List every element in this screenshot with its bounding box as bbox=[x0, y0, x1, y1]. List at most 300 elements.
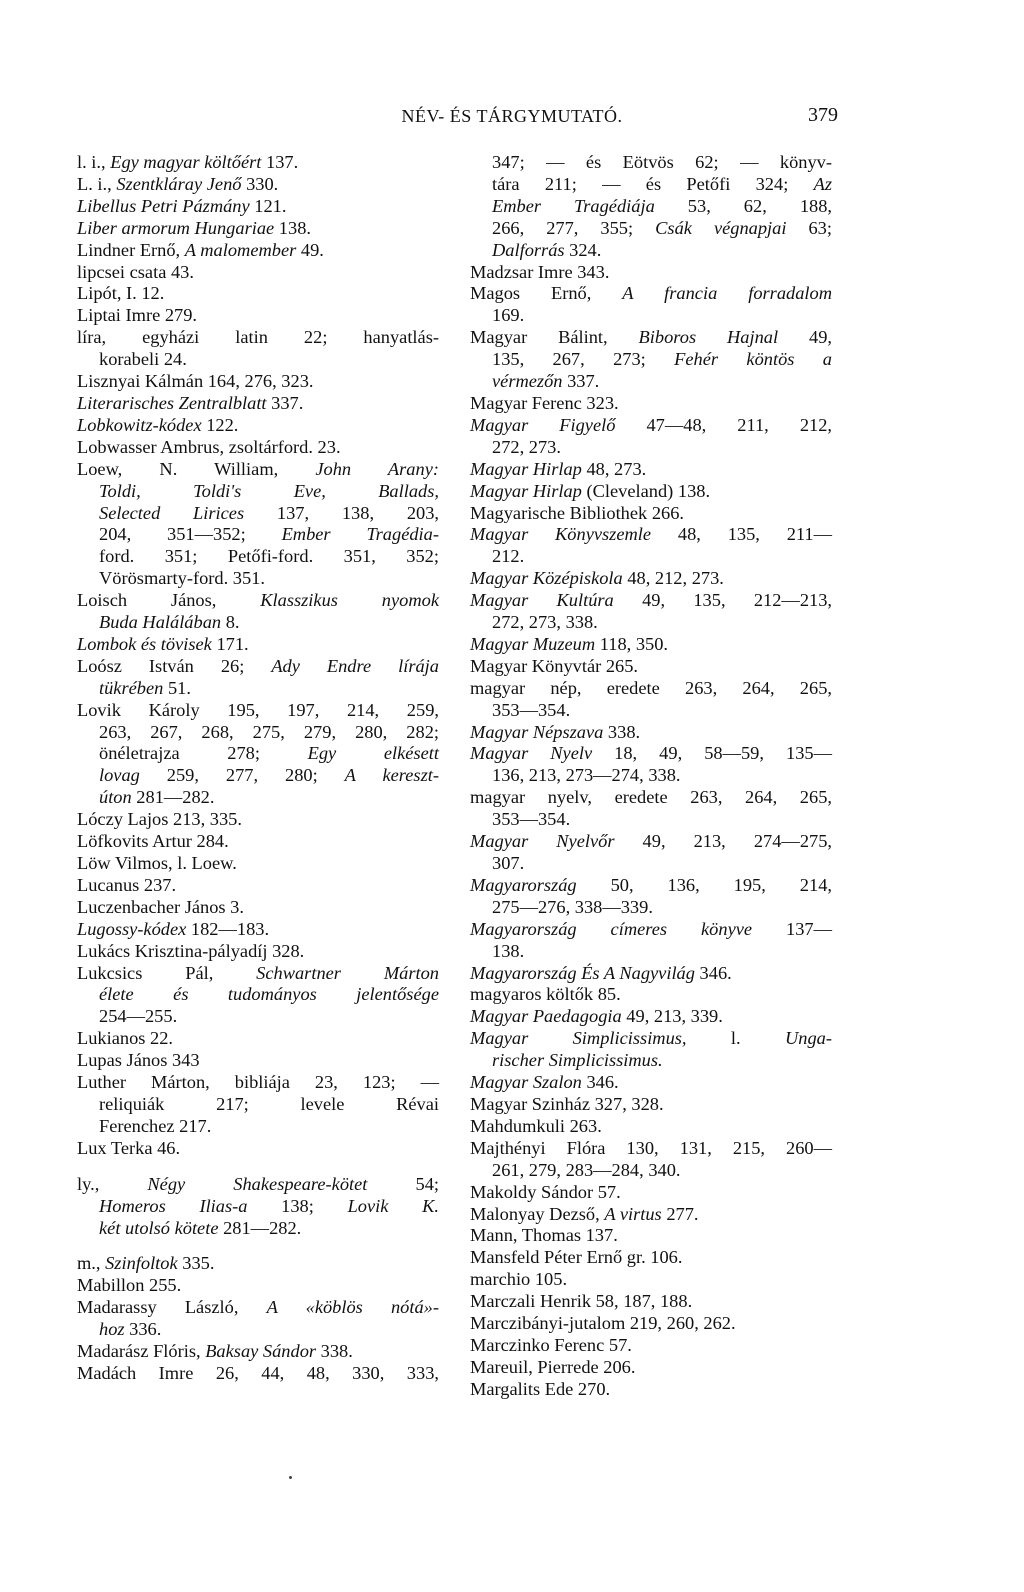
index-entry bbox=[77, 1363, 439, 1385]
index-entry-line bbox=[470, 283, 832, 305]
index-entry bbox=[470, 875, 832, 919]
index-entry-line bbox=[470, 831, 832, 853]
entry-text: Ferenchez 217. bbox=[99, 1115, 212, 1136]
index-entry bbox=[77, 218, 439, 240]
index-entry-line bbox=[470, 590, 832, 612]
index-entry-line bbox=[77, 590, 439, 612]
index-entry bbox=[470, 919, 832, 963]
index-entry-line bbox=[470, 524, 832, 546]
index-entry-line bbox=[470, 1357, 832, 1379]
index-entry bbox=[77, 590, 439, 634]
entry-text: 353—354. bbox=[492, 699, 571, 720]
entry-text: Lukcsics Pál, bbox=[77, 962, 257, 983]
italic-title: Magyar Simplicissimus, bbox=[470, 1028, 687, 1049]
entry-text: líra, egyházi latin 22; hanyatlás- bbox=[77, 327, 439, 348]
index-entry bbox=[77, 327, 439, 371]
index-entry-line bbox=[470, 459, 832, 481]
index-entry-continuation bbox=[77, 722, 439, 744]
entry-text: Majthényi Flóra 130, 131, 215, 260— bbox=[470, 1137, 832, 1158]
index-entry bbox=[470, 415, 832, 459]
index-entry bbox=[77, 1028, 439, 1050]
index-entry-line bbox=[77, 809, 439, 831]
entry-text: 8. bbox=[221, 612, 240, 633]
index-entry bbox=[77, 1275, 439, 1297]
index-entry bbox=[77, 634, 439, 656]
index-entry bbox=[77, 196, 439, 218]
entry-text: 137— bbox=[752, 918, 832, 939]
entry-text: Marczali Henrik 58, 187, 188. bbox=[470, 1291, 693, 1312]
index-entry-continuation bbox=[77, 524, 439, 546]
entry-text: 254—255. bbox=[99, 1006, 178, 1027]
index-entry-line bbox=[470, 1072, 832, 1094]
italic-title: Magyar Figyelő bbox=[470, 414, 616, 435]
italic-title: Magyar Kultúra bbox=[470, 590, 614, 611]
index-entry-continuation bbox=[77, 743, 439, 765]
entry-text: Madarász Flóris, bbox=[77, 1341, 206, 1362]
entry-text: önéletrajza 278; bbox=[99, 743, 308, 764]
index-entry-line bbox=[470, 1028, 832, 1050]
index-entry-line bbox=[470, 919, 832, 941]
italic-title: Selected Lirices bbox=[99, 502, 245, 523]
entry-text: 118, 350. bbox=[595, 633, 669, 654]
entry-text: 53, 62, 188, bbox=[654, 195, 832, 216]
entry-text: 337. bbox=[562, 371, 600, 392]
index-entry-continuation bbox=[470, 437, 832, 459]
entry-text: Mabillon 255. bbox=[77, 1275, 182, 1296]
index-entry-line bbox=[77, 700, 439, 722]
entry-text: 347; — és Eötvös 62; — könyv- bbox=[492, 152, 832, 172]
italic-title: Magyar Középiskola bbox=[470, 568, 623, 589]
entry-text: 346. bbox=[694, 962, 732, 983]
entry-text: 182—183. bbox=[186, 918, 270, 939]
index-entry-line bbox=[470, 656, 832, 678]
index-entry-continuation bbox=[470, 218, 832, 240]
italic-title: Ember Tragédia- bbox=[281, 524, 439, 545]
italic-title: úton bbox=[99, 787, 132, 808]
entry-text: 138; bbox=[247, 1195, 348, 1216]
entry-text: reliquiák 217; levele Révai bbox=[99, 1093, 439, 1114]
entry-text: 272, 273, 338. bbox=[492, 612, 598, 633]
index-entry-continuation bbox=[470, 305, 832, 327]
entry-text: Madzsar Imre 343. bbox=[470, 261, 610, 282]
italic-title: Szentkláray Jenő bbox=[116, 173, 242, 194]
index-entry-line bbox=[77, 853, 439, 875]
index-entry-line bbox=[77, 459, 439, 481]
index-entry bbox=[470, 1182, 832, 1204]
italic-title: rischer Simplicissimus. bbox=[492, 1050, 663, 1071]
italic-title: Magyar Paedagogia bbox=[470, 1006, 622, 1027]
index-entry-line bbox=[77, 875, 439, 897]
index-entry-line bbox=[77, 1072, 439, 1094]
entry-text: 266, 277, 355; bbox=[492, 217, 656, 238]
italic-title: Libellus Petri Pázmány bbox=[77, 195, 250, 216]
italic-title: Csák végnapjai bbox=[655, 217, 787, 238]
italic-title: Az bbox=[813, 173, 832, 194]
index-entry-continuation bbox=[77, 1196, 439, 1218]
entry-text: Löfkovits Artur 284. bbox=[77, 831, 229, 852]
index-entry-line bbox=[77, 1297, 439, 1319]
entry-text: Lupas János 343 bbox=[77, 1050, 200, 1071]
entry-text: 49, bbox=[778, 327, 832, 348]
index-entry-line bbox=[470, 262, 832, 284]
index-entry bbox=[77, 941, 439, 963]
entry-text: Madách Imre 26, 44, 48, 330, 333, bbox=[77, 1362, 439, 1383]
index-entry bbox=[470, 1094, 832, 1116]
entry-text: 137. bbox=[261, 152, 299, 172]
entry-text: l. i., bbox=[77, 152, 111, 172]
entry-text: 263, 267, 268, 275, 279, 280, 282; bbox=[99, 721, 439, 742]
index-entry bbox=[470, 1269, 832, 1291]
entry-text: 281—282. bbox=[131, 787, 215, 808]
index-entry-line bbox=[470, 568, 832, 590]
index-entry-line bbox=[470, 152, 832, 174]
italic-title: Lugossy-kódex bbox=[77, 918, 187, 939]
index-entry-continuation bbox=[470, 371, 832, 393]
index-entry-continuation bbox=[77, 984, 439, 1006]
index-column-right bbox=[470, 152, 832, 1401]
index-entry-line bbox=[470, 787, 832, 809]
entry-text: Luczenbacher János 3. bbox=[77, 896, 244, 917]
italic-title: Lombok és tövisek bbox=[77, 633, 212, 654]
italic-title: élete és tudományos jelentősége bbox=[99, 984, 439, 1005]
italic-title: Toldi, Toldi's Eve, Ballads, bbox=[99, 480, 439, 501]
index-entry bbox=[470, 963, 832, 985]
running-header-title: NÉV- ÉS TÁRGYMUTATÓ. bbox=[401, 106, 623, 126]
index-entry-line bbox=[470, 1335, 832, 1357]
index-entry bbox=[470, 1225, 832, 1247]
index-entry bbox=[470, 459, 832, 481]
index-entry-line bbox=[77, 262, 439, 284]
italic-title: Egy magyar költőért bbox=[110, 152, 262, 172]
entry-text: Magyar Ferenc 323. bbox=[470, 392, 619, 413]
index-entry-line bbox=[77, 174, 439, 196]
italic-title: Klasszikus nyomok bbox=[260, 590, 439, 611]
index-entry-continuation bbox=[77, 765, 439, 787]
entry-text: korabeli 24. bbox=[99, 349, 187, 370]
entry-text: Liptai Imre 279. bbox=[77, 305, 198, 326]
index-entry bbox=[470, 1028, 832, 1072]
index-entry bbox=[470, 787, 832, 831]
italic-title: Magyar Hirlap bbox=[470, 458, 582, 479]
index-entry-line bbox=[77, 305, 439, 327]
index-entry-line bbox=[77, 941, 439, 963]
index-entry bbox=[470, 1072, 832, 1094]
index-entry-continuation bbox=[470, 349, 832, 371]
entry-text: 259, 277, 280; bbox=[139, 765, 345, 786]
entry-text: 122. bbox=[201, 414, 239, 435]
index-entry bbox=[77, 152, 439, 174]
entry-text: Makoldy Sándor 57. bbox=[470, 1181, 621, 1202]
index-entry-continuation bbox=[470, 897, 832, 919]
index-entry bbox=[77, 853, 439, 875]
entry-text: Malonyay Dezső, bbox=[470, 1203, 605, 1224]
index-entry-continuation bbox=[470, 700, 832, 722]
italic-title: Magyarország címeres könyve bbox=[470, 918, 753, 939]
entry-text: Lisznyai Kálmán 164, 276, 323. bbox=[77, 371, 314, 392]
entry-text: Löw Vilmos, l. Loew. bbox=[77, 853, 237, 873]
entry-text: Magyarische Bibliothek 266. bbox=[470, 502, 685, 523]
entry-text: 138. bbox=[274, 217, 311, 238]
entry-text: Lux Terka 46. bbox=[77, 1137, 181, 1158]
entry-text: 307. bbox=[492, 853, 525, 873]
entry-text: Mareuil, Pierrede 206. bbox=[470, 1356, 636, 1377]
italic-title: tükrében bbox=[99, 677, 164, 698]
index-entry-continuation bbox=[77, 612, 439, 634]
index-entry bbox=[77, 459, 439, 590]
index-entry-line bbox=[77, 1253, 439, 1275]
entry-text: 338. bbox=[316, 1341, 353, 1362]
index-entry bbox=[77, 305, 439, 327]
index-entry bbox=[77, 393, 439, 415]
index-entry-line bbox=[77, 897, 439, 919]
entry-text: 272, 273. bbox=[492, 436, 561, 457]
index-entry-line bbox=[77, 152, 439, 174]
index-entry-line bbox=[470, 634, 832, 656]
index-entry-continuation bbox=[470, 174, 832, 196]
index-entry-continuation bbox=[77, 349, 439, 371]
italic-title: Ady Endre lírája bbox=[271, 655, 439, 676]
index-entry bbox=[470, 678, 832, 722]
index-entry bbox=[77, 1341, 439, 1363]
entry-text: Lobwasser Ambrus, zsoltárford. 23. bbox=[77, 436, 341, 457]
italic-title: Egy elkésett bbox=[307, 743, 439, 764]
index-entry bbox=[470, 152, 832, 262]
italic-title: Lobkowitz-kódex bbox=[77, 414, 202, 435]
italic-title: Magyar Hirlap bbox=[470, 480, 582, 501]
index-entry bbox=[77, 897, 439, 919]
index-entry bbox=[77, 1253, 439, 1275]
entry-text: 275—276, 338—339. bbox=[492, 896, 653, 917]
index-entry bbox=[470, 984, 832, 1006]
entry-text: (Cleveland) 138. bbox=[581, 480, 711, 501]
index-entry bbox=[470, 1335, 832, 1357]
entry-text: Magyar Könyvtár 265. bbox=[470, 655, 639, 676]
index-entry bbox=[77, 371, 439, 393]
index-entry bbox=[470, 262, 832, 284]
entry-text: m., bbox=[77, 1253, 106, 1274]
entry-text: Luther Márton, bibliája 23, 123; — bbox=[77, 1072, 439, 1093]
index-entry bbox=[77, 919, 439, 941]
entry-text: Vörösmarty-ford. 351. bbox=[99, 568, 265, 589]
italic-title: Buda Halálában bbox=[99, 612, 222, 633]
index-entry bbox=[77, 656, 439, 700]
index-entry bbox=[77, 831, 439, 853]
entry-text: Magos Ernő, bbox=[470, 283, 623, 304]
entry-text: magyaros költők 85. bbox=[470, 984, 621, 1005]
index-entry-line bbox=[77, 1275, 439, 1297]
entry-text: magyar nyelv, eredete 263, 264, 265, bbox=[470, 787, 832, 808]
italic-title: Magyar Nyelv bbox=[470, 743, 593, 764]
index-entry bbox=[77, 1138, 439, 1160]
entry-text: 169. bbox=[492, 305, 525, 326]
index-entry-continuation bbox=[470, 765, 832, 787]
index-entry-line bbox=[470, 1182, 832, 1204]
index-entry bbox=[470, 1116, 832, 1138]
entry-text: l. bbox=[686, 1028, 785, 1049]
index-entry bbox=[470, 1204, 832, 1226]
entry-text: Magyar Szinház 327, 328. bbox=[470, 1093, 664, 1114]
index-entry-line bbox=[470, 743, 832, 765]
index-entry bbox=[470, 1291, 832, 1313]
index-entry-continuation bbox=[77, 678, 439, 700]
index-entry bbox=[77, 437, 439, 459]
entry-text: 335. bbox=[177, 1253, 215, 1274]
italic-title: Magyar Nyelvőr bbox=[470, 831, 615, 852]
index-entry bbox=[470, 568, 832, 590]
index-entry bbox=[470, 393, 832, 415]
entry-text: 121. bbox=[249, 195, 287, 216]
entry-text: 204, 351—352; bbox=[99, 524, 282, 545]
index-entry-continuation bbox=[77, 1116, 439, 1138]
index-entry-line bbox=[470, 415, 832, 437]
index-entry-line bbox=[470, 327, 832, 349]
index-entry-line bbox=[77, 1174, 439, 1196]
index-entry-line bbox=[77, 831, 439, 853]
index-entry-line bbox=[77, 963, 439, 985]
entry-text: Loisch János, bbox=[77, 590, 261, 611]
index-entry-line bbox=[470, 481, 832, 503]
entry-text: 277. bbox=[661, 1203, 699, 1224]
entry-text: 137, 138, 203, bbox=[244, 502, 439, 523]
entry-text: magyar nép, eredete 263, 264, 265, bbox=[470, 677, 832, 698]
section-gap bbox=[77, 1239, 439, 1253]
italic-title: Dalforrás bbox=[492, 239, 565, 260]
entry-text: 49, 213, 339. bbox=[621, 1006, 723, 1027]
index-entry bbox=[470, 524, 832, 568]
italic-title: Homeros Ilias-a bbox=[99, 1195, 248, 1216]
italic-title: Fehér köntös a bbox=[674, 349, 832, 370]
entry-text: Marczinko Ferenc 57. bbox=[470, 1334, 632, 1355]
entry-text: 212. bbox=[492, 546, 525, 567]
entry-text: Loósz István 26; bbox=[77, 655, 272, 676]
entry-text: Mann, Thomas 137. bbox=[470, 1225, 618, 1246]
italic-title: A «köblös nótá»- bbox=[266, 1297, 439, 1318]
entry-text: 353—354. bbox=[492, 809, 571, 830]
italic-title: Schwartner Márton bbox=[256, 962, 439, 983]
entry-text: 48, 273. bbox=[581, 458, 647, 479]
entry-text: 135, 267, 273; bbox=[492, 349, 675, 370]
entry-text: Lipót, I. 12. bbox=[77, 283, 165, 304]
italic-title: A francia forradalom bbox=[622, 283, 832, 304]
index-entry bbox=[77, 240, 439, 262]
entry-text: 18, 49, 58—59, 135— bbox=[592, 743, 832, 764]
entry-text: Lukács Krisztina-pályadíj 328. bbox=[77, 940, 305, 961]
index-entry-line bbox=[470, 1291, 832, 1313]
entry-text: 281—282. bbox=[218, 1217, 302, 1238]
italic-title: hoz bbox=[99, 1319, 125, 1340]
index-entry-continuation bbox=[77, 568, 439, 590]
index-entry-line bbox=[77, 415, 439, 437]
index-entry-line bbox=[470, 1204, 832, 1226]
index-entry-line bbox=[77, 218, 439, 240]
entry-text: Margalits Ede 270. bbox=[470, 1378, 611, 1399]
index-entry-line bbox=[470, 875, 832, 897]
italic-title: A malomember bbox=[184, 239, 297, 260]
index-entry-line bbox=[470, 1313, 832, 1335]
entry-text: 49. bbox=[296, 239, 324, 260]
italic-title: Ember Tragédiája bbox=[492, 195, 655, 216]
italic-title: A kereszt- bbox=[344, 765, 439, 786]
index-entry-line bbox=[470, 1094, 832, 1116]
index-entry bbox=[470, 327, 832, 393]
entry-text: ly., bbox=[77, 1173, 148, 1194]
entry-text: 136, 213, 273—274, 338. bbox=[492, 765, 681, 786]
index-entry-line bbox=[470, 1116, 832, 1138]
entry-text: 336. bbox=[124, 1319, 162, 1340]
italic-title: lovag bbox=[99, 765, 140, 786]
index-entry-line bbox=[470, 984, 832, 1006]
entry-text: ford. 351; Petőfi-ford. 351, 352; bbox=[99, 546, 439, 567]
entry-text: 49, 213, 274—275, bbox=[614, 831, 832, 852]
italic-title: Szinfoltok bbox=[105, 1253, 178, 1274]
index-entry-line bbox=[77, 393, 439, 415]
index-entry bbox=[470, 1247, 832, 1269]
index-entry-line bbox=[470, 1225, 832, 1247]
entry-text: 171. bbox=[211, 633, 249, 654]
italic-title: Magyarország bbox=[470, 874, 577, 895]
index-entry bbox=[77, 809, 439, 831]
index-entry bbox=[470, 1313, 832, 1335]
index-entry-line bbox=[470, 722, 832, 744]
index-entry-line bbox=[77, 656, 439, 678]
entry-text: 50, 136, 195, 214, bbox=[576, 874, 832, 895]
italic-title: vérmezőn bbox=[492, 371, 563, 392]
index-entry bbox=[77, 262, 439, 284]
index-entry bbox=[470, 481, 832, 503]
index-entry bbox=[77, 700, 439, 810]
index-entry bbox=[470, 1379, 832, 1401]
entry-text: 47—48, 211, 212, bbox=[615, 414, 832, 435]
entry-text: Loew, N. William, bbox=[77, 458, 316, 479]
index-entry-line bbox=[77, 240, 439, 262]
index-entry-line bbox=[470, 1379, 832, 1401]
page-number: 379 bbox=[808, 104, 838, 126]
index-entry bbox=[470, 634, 832, 656]
entry-text: 338. bbox=[603, 721, 641, 742]
index-entry bbox=[470, 831, 832, 875]
italic-title: Négy Shakespeare-kötet bbox=[147, 1173, 368, 1194]
italic-title: Magyar Könyvszemle bbox=[470, 524, 652, 545]
index-entry-continuation bbox=[470, 546, 832, 568]
index-entry-line bbox=[77, 1028, 439, 1050]
index-entry-continuation bbox=[77, 1094, 439, 1116]
index-entry-continuation bbox=[470, 853, 832, 875]
index-entry-continuation bbox=[77, 1218, 439, 1240]
index-entry-line bbox=[470, 963, 832, 985]
index-entry bbox=[470, 1138, 832, 1182]
italic-title: Magyarország És A Nagyvilág bbox=[470, 962, 695, 983]
entry-text: lipcsei csata 43. bbox=[77, 261, 194, 282]
entry-text: 63; bbox=[786, 217, 832, 238]
italic-title: A virtus bbox=[604, 1203, 662, 1224]
index-entry bbox=[77, 174, 439, 196]
index-entry bbox=[77, 283, 439, 305]
index-entry-continuation bbox=[77, 546, 439, 568]
italic-title: Biboros Hajnal bbox=[638, 327, 779, 348]
index-entry-line bbox=[77, 1050, 439, 1072]
index-entry bbox=[77, 1050, 439, 1072]
index-entry-line bbox=[77, 437, 439, 459]
italic-title: két utolsó kötete bbox=[99, 1217, 219, 1238]
index-entry-line bbox=[470, 1006, 832, 1028]
entry-text: 49, 135, 212—213, bbox=[613, 590, 832, 611]
entry-text: 337. bbox=[266, 392, 304, 413]
entry-text: 261, 279, 283—284, 340. bbox=[492, 1159, 681, 1180]
italic-title: Magyar Muzeum bbox=[470, 633, 596, 654]
index-entry-continuation bbox=[470, 612, 832, 634]
index-entry-line bbox=[470, 678, 832, 700]
entry-text: Lóczy Lajos 213, 335. bbox=[77, 809, 242, 830]
